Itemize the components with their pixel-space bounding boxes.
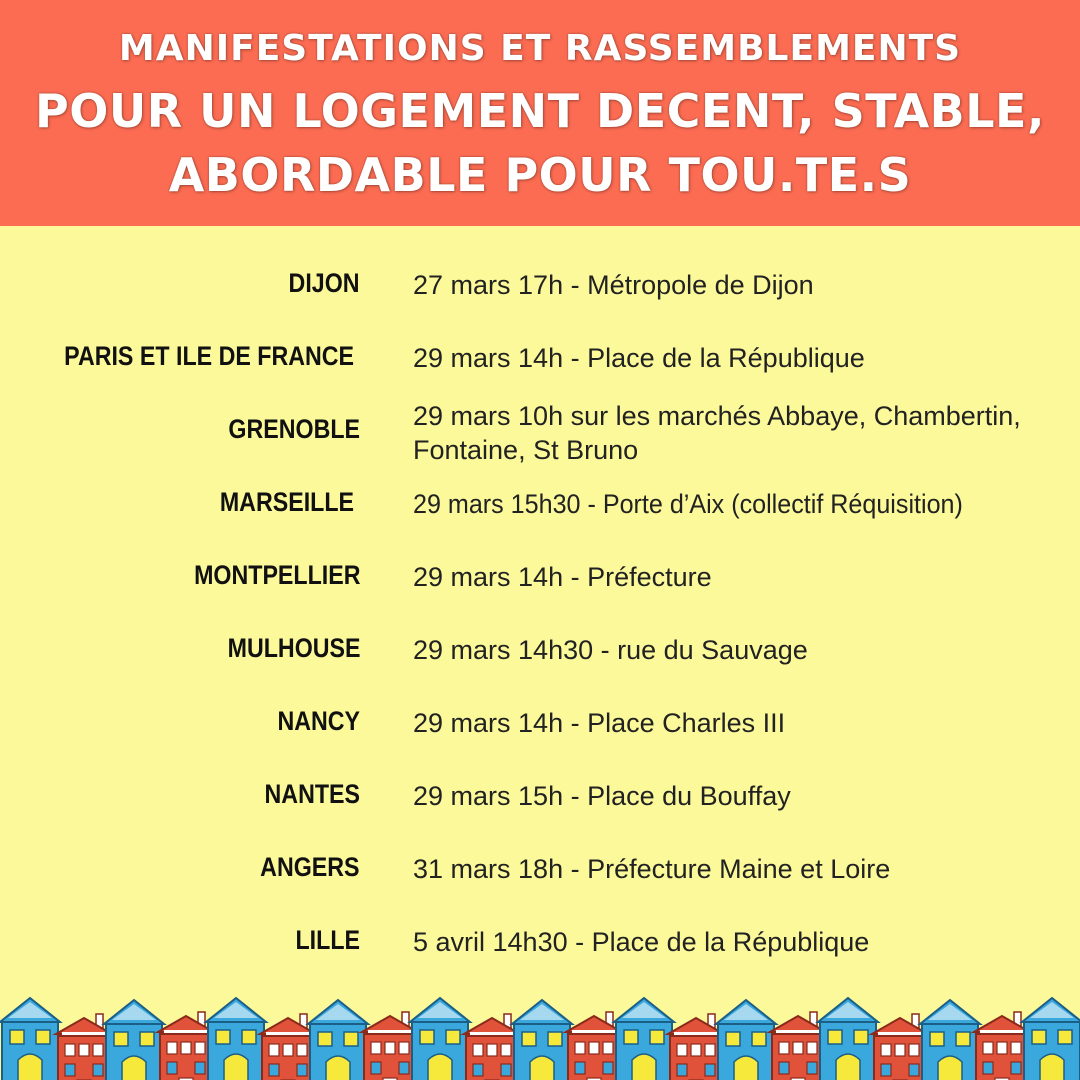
event-detail: 29 mars 14h - Place de la République bbox=[413, 343, 865, 373]
city-name: MONTPELLIER bbox=[193, 560, 360, 590]
city-name: MARSEILLE bbox=[219, 487, 354, 517]
title-line-1: MANIFESTATIONS ET RASSEMBLEMENTS bbox=[118, 28, 962, 69]
title-line-2: POUR UN LOGEMENT DECENT, STABLE, bbox=[35, 84, 1045, 138]
title-line-3: ABORDABLE POUR TOU.TE.S bbox=[168, 148, 912, 202]
header-banner bbox=[0, 0, 1080, 226]
event-detail: 5 avril 14h30 - Place de la République bbox=[413, 927, 870, 957]
city-name: PARIS ET ILE DE FRANCE bbox=[64, 341, 354, 371]
city-name: NANTES bbox=[264, 779, 360, 809]
city-name: GRENOBLE bbox=[228, 414, 360, 444]
city-name: DIJON bbox=[289, 268, 360, 298]
event-detail: 29 mars 14h30 - rue du Sauvage bbox=[413, 635, 808, 665]
event-detail: 29 mars 14h - Place Charles III bbox=[413, 708, 786, 738]
houses-row-illustration bbox=[0, 994, 1080, 1080]
city-name: MULHOUSE bbox=[227, 633, 360, 663]
event-detail: 27 mars 17h - Métropole de Dijon bbox=[413, 270, 814, 300]
event-detail: 29 mars 15h - Place du Bouffay bbox=[413, 781, 791, 811]
city-name: NANCY bbox=[277, 706, 360, 736]
event-detail: 31 mars 18h - Préfecture Maine et Loire bbox=[413, 854, 891, 884]
city-name: LILLE bbox=[295, 925, 360, 955]
event-detail: 29 mars 15h30 - Porte d’Aix (collectif Réquisition) bbox=[413, 489, 963, 519]
event-detail: 29 mars 10h sur les marchés Abbaye, Chambertin, Fontaine, St Bruno bbox=[413, 401, 1021, 465]
event-detail: 29 mars 14h - Préfecture bbox=[413, 562, 712, 592]
city-name: ANGERS bbox=[260, 852, 360, 882]
